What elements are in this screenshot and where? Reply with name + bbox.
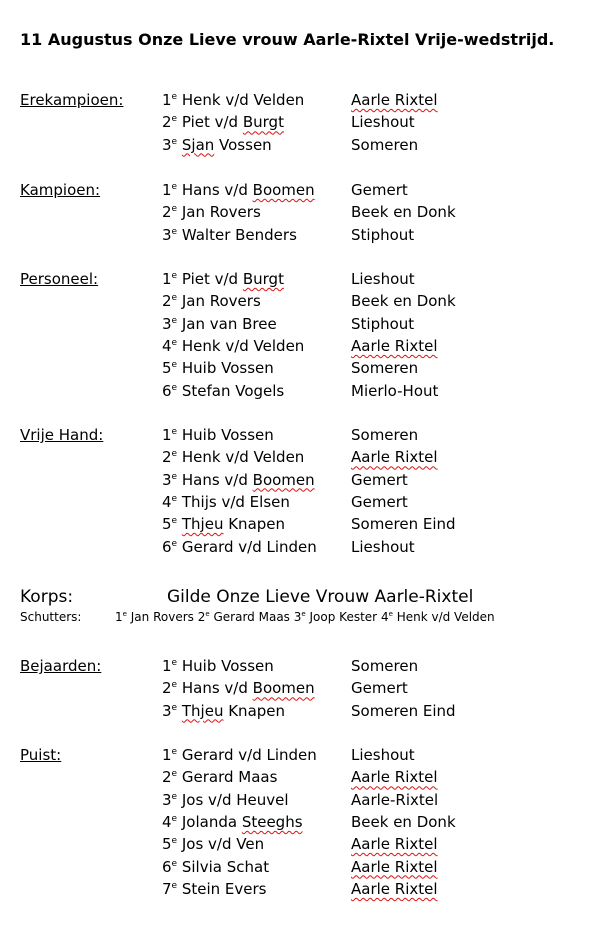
result-row [0, 382, 590, 404]
participant-place: Beek en Donk [351, 812, 456, 831]
participant-name: Henk v/d Velden [177, 91, 305, 109]
participant-name: Stefan Vogels [177, 381, 285, 400]
result-row [0, 270, 590, 292]
participant-name: Stein Evers [177, 879, 267, 898]
participant-name: Jos v/d Heuvel [177, 790, 289, 809]
participant-name: Jolanda Steeghs [177, 812, 303, 831]
rank-and-name: 6e Stefan Vogels [162, 381, 285, 400]
rank-and-name: 1e Huib Vossen [162, 426, 274, 444]
participant-place: Someren [351, 359, 419, 378]
rank-and-name: 1e Henk v/d Velden [162, 91, 305, 109]
rank-and-name: 3e Jan van Bree [162, 314, 277, 333]
participant-place: Aarle Rixtel [351, 448, 438, 467]
participant-place: Someren [351, 657, 419, 675]
participant-place: Gemert [351, 470, 408, 489]
participant-name: Hans v/d Boomen [177, 470, 315, 489]
schutter-item: 3e Joop Kester [293, 610, 378, 624]
participant-place: Someren [351, 135, 419, 154]
rank-and-name: 5e Thjeu Knapen [162, 515, 286, 534]
rank-and-name: 2e Jan Rovers [162, 292, 261, 311]
result-row [0, 493, 590, 515]
participant-name: Huib Vossen [177, 657, 274, 675]
rank-and-name: 4e Thijs v/d Elsen [162, 492, 290, 511]
schutter-item: 2e Gerard Maas [197, 610, 290, 624]
schutters-list [115, 610, 495, 624]
participant-name: Jan van Bree [177, 314, 277, 333]
rank-and-name: 1e Gerard v/d Linden [162, 746, 317, 764]
rank-and-name: 1e Huib Vossen [162, 657, 274, 675]
participant-place: Lieshout [351, 113, 415, 132]
participant-name: Jan Rovers [177, 203, 261, 222]
rank-and-name: 1e Piet v/d Burgt [162, 270, 284, 288]
participant-place: Aarle Rixtel [351, 879, 438, 898]
result-row [0, 835, 590, 857]
participant-name: Jan Rovers [177, 292, 261, 311]
rank-and-name: 1e Hans v/d Boomen [162, 181, 315, 199]
rank-and-name: 3e Thjeu Knapen [162, 701, 286, 720]
schutter-item: 1e Jan Rovers [115, 610, 194, 624]
result-row [0, 471, 590, 493]
rank-and-name: 2e Henk v/d Velden [162, 448, 305, 467]
category-label: Puist: [20, 746, 62, 764]
result-row [0, 136, 590, 158]
participant-name: Huib Vossen [177, 426, 274, 444]
participant-name: Gerard v/d Linden [177, 746, 317, 764]
result-row [0, 315, 590, 337]
result-row [0, 746, 590, 768]
rank-and-name: 3e Sjan Vossen [162, 135, 272, 154]
participant-place: Gemert [351, 181, 408, 199]
participant-name: Silvia Schat [177, 857, 270, 876]
result-row [0, 791, 590, 813]
participant-name: Thjeu Knapen [181, 701, 286, 720]
participant-place: Aarle Rixtel [351, 768, 438, 787]
rank-and-name: 5e Jos v/d Ven [162, 835, 265, 854]
participant-place: Aarle-Rixtel [351, 790, 439, 809]
participant-name: Walter Benders [177, 225, 297, 244]
rank-and-name: 3e Hans v/d Boomen [162, 470, 315, 489]
participant-name: Henk v/d Velden [177, 336, 305, 355]
participant-name: Huib Vossen [177, 359, 274, 378]
category-label: Erekampioen: [20, 91, 124, 109]
result-row [0, 91, 590, 113]
participant-place: Someren [351, 426, 419, 444]
result-row [0, 359, 590, 381]
participant-name: Thijs v/d Elsen [177, 492, 290, 511]
result-row [0, 768, 590, 790]
rank-and-name: 6e Gerard v/d Linden [162, 537, 317, 556]
participant-place: Beek en Donk [351, 292, 456, 311]
participant-name: Sjan Vossen [181, 135, 272, 154]
participant-place: Aarle Rixtel [351, 336, 438, 355]
page-title: 11 Augustus Onze Lieve vrouw Aarle-Rixtel Vrije-wedstrijd. [20, 30, 555, 49]
rank-and-name: 3e Walter Benders [162, 225, 297, 244]
result-row [0, 679, 590, 701]
korps-label: Korps: [20, 587, 74, 607]
participant-name: Jos v/d Ven [177, 835, 265, 854]
participant-place: Lieshout [351, 746, 415, 764]
result-row [0, 203, 590, 225]
participant-place: Stiphout [351, 314, 415, 333]
result-row [0, 337, 590, 359]
participant-place: Lieshout [351, 537, 415, 556]
result-row [0, 181, 590, 203]
rank-and-name: 2e Gerard Maas [162, 768, 278, 787]
result-row [0, 813, 590, 835]
participant-place: Beek en Donk [351, 203, 456, 222]
result-row [0, 538, 590, 560]
participant-place: Lieshout [351, 270, 415, 288]
result-row [0, 657, 590, 679]
participant-place: Aarle Rixtel [351, 91, 438, 109]
participant-name: Hans v/d Boomen [177, 181, 315, 199]
category-label: Bejaarden: [20, 657, 102, 675]
participant-name: Piet v/d Burgt [177, 270, 284, 288]
schutters-label: Schutters: [20, 610, 82, 624]
participant-place: Aarle Rixtel [351, 857, 438, 876]
result-row [0, 292, 590, 314]
rank-and-name: 2e Piet v/d Burgt [162, 113, 284, 132]
result-row [0, 515, 590, 537]
rank-and-name: 4e Henk v/d Velden [162, 336, 305, 355]
participant-place: Someren Eind [351, 701, 456, 720]
rank-and-name: 6e Silvia Schat [162, 857, 270, 876]
result-row [0, 858, 590, 880]
participant-name: Gerard Maas [177, 768, 278, 787]
category-label: Vrije Hand: [20, 426, 104, 444]
result-row [0, 113, 590, 135]
participant-place: Stiphout [351, 225, 415, 244]
rank-and-name: 3e Jos v/d Heuvel [162, 790, 289, 809]
participant-place: Mierlo-Hout [351, 381, 439, 400]
schutter-item: 4e Henk v/d Velden [380, 610, 495, 624]
result-row [0, 880, 590, 902]
participant-name: Piet v/d Burgt [177, 113, 284, 132]
rank-and-name: 5e Huib Vossen [162, 359, 274, 378]
participant-place: Gemert [351, 679, 408, 698]
result-row [0, 226, 590, 248]
rank-and-name: 4e Jolanda Steeghs [162, 812, 303, 831]
result-row [0, 702, 590, 724]
result-row [0, 426, 590, 448]
category-label: Personeel: [20, 270, 99, 288]
participant-name: Gerard v/d Linden [177, 537, 317, 556]
rank-and-name: 7e Stein Evers [162, 879, 267, 898]
participant-name: Henk v/d Velden [177, 448, 305, 467]
participant-place: Gemert [351, 492, 408, 511]
result-row [0, 448, 590, 470]
participant-name: Thjeu Knapen [181, 515, 286, 534]
rank-and-name: 2e Jan Rovers [162, 203, 261, 222]
korps-name: Gilde Onze Lieve Vrouw Aarle-Rixtel [167, 587, 474, 607]
rank-and-name: 2e Hans v/d Boomen [162, 679, 315, 698]
participant-name: Hans v/d Boomen [177, 679, 315, 698]
category-label: Kampioen: [20, 181, 101, 199]
participant-place: Aarle Rixtel [351, 835, 438, 854]
participant-place: Someren Eind [351, 515, 456, 534]
